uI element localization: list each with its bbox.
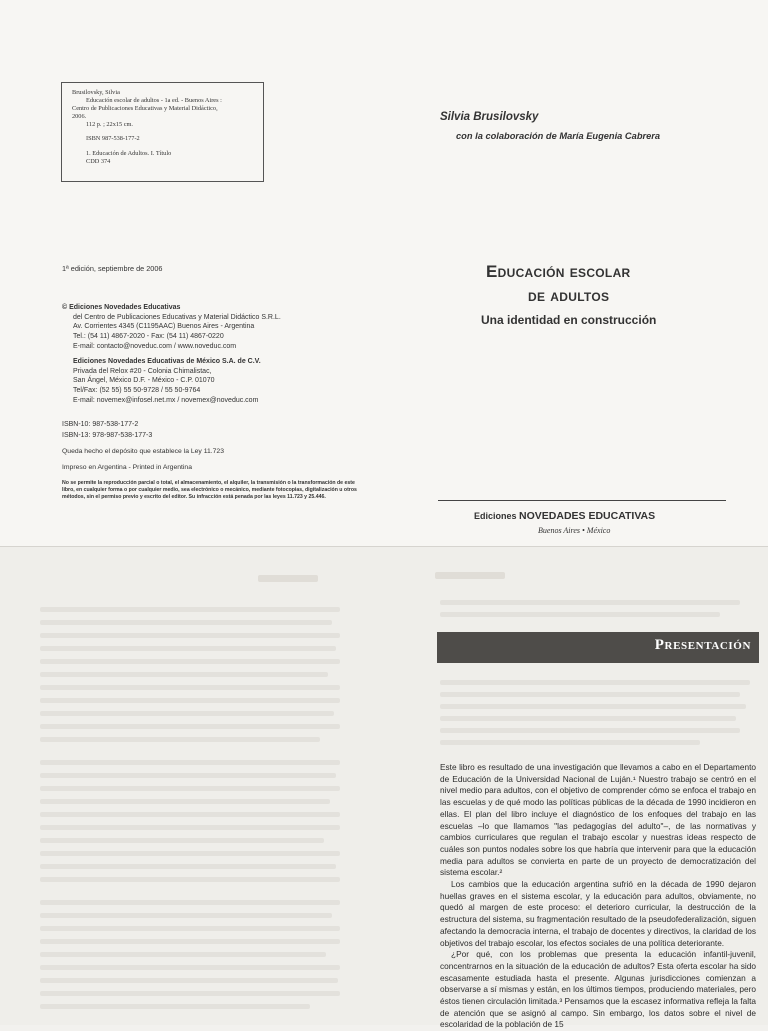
publisher-name: © Ediciones Novedades Educativas: [62, 304, 181, 311]
catalog-line: ISBN 987-538-177-2: [86, 135, 140, 143]
publisher-line: E-mail: novemex@infosel.net.mx / novemex@noveduc.com: [73, 396, 259, 404]
publisher-imprint: [474, 510, 655, 522]
book-title-line1: Educación escolar: [486, 262, 631, 281]
copyright-notice: No se permite la reproducción parcial o total, el almacenamiento, el alquiler, la transmisión o la transformación de este libro, en cualquier forma o por cualquier medio, sea electrónico o mecánico, mediante fotocopias, digitalización u otros métodos, sin el permiso previo y escrito del editor. Su infracción está penada por las leyes 11.723 y 25.446.: [62, 480, 357, 501]
catalog-line: CDD 374: [86, 157, 111, 165]
imprint-prefix: Ediciones: [474, 511, 520, 521]
publisher-name: Ediciones Novedades Educativas de México S.A. de C.V.: [73, 358, 261, 365]
publisher-line: Tel.: (54 11) 4867-2020 - Fax: (54 11) 4867-0220: [73, 333, 224, 341]
imprint-name: NOVEDADES EDUCATIVAS: [519, 510, 656, 522]
author-name: Silvia Brusilovsky: [440, 111, 539, 123]
paragraph: Este libro es resultado de una investigación que llevamos a cabo en el Departamento de Educación de la Universidad Nacional de Luján.¹ Nuestro trabajo se centró en el nivel medio para adultos, con el objetivo de comprender cómo se enfoca el trabajo en las escuelas y de qué modo las políticas públicas de la década de 1990 incidieron en ellas. El plan del libro incluye el diagnóstico de los enfoques del trabajo en las escuelas –lo que llamamos "las pedagogías del adulto"–, de las normativas y cambios curriculares que regulan el trabajo escolar y nuestras ideas respecto de cuáles son puntos nodales sobre los que habría que intervenir para que la educación media para adultos se convierta en parte de un proyecto de democratización del sistema escolar.²: [440, 762, 756, 878]
presentation-body: [440, 762, 756, 1031]
catalog-line: Centro de Publicaciones Educativas y Material Didáctico,: [72, 105, 218, 113]
catalog-record: [61, 82, 264, 182]
divider-line: [438, 500, 726, 501]
collaboration-credit: con la colaboración de María Eugenia Cabrera: [456, 131, 661, 141]
isbn-block: [62, 420, 152, 441]
book-subtitle: Una identidad en construcción: [481, 313, 657, 327]
section-heading: Presentación: [654, 637, 751, 653]
printed-in: Impreso en Argentina - Printed in Argentina: [62, 464, 192, 471]
catalog-line: Educación escolar de adultos - 1a ed. - Buenos Aires :: [86, 97, 222, 105]
catalog-line: Brusilovsky, Silvia: [72, 89, 120, 96]
edition-note: 1ª edición, septiembre de 2006: [62, 264, 163, 273]
publisher-mexico: [62, 357, 261, 406]
catalog-line: 112 p. ; 22x15 cm.: [86, 121, 133, 129]
publisher-line: Av. Corrientes 4345 (C1195AAC) Buenos Aires - Argentina: [73, 323, 255, 331]
publisher-line: del Centro de Publicaciones Educativas y Material Didáctico S.R.L.: [73, 313, 281, 321]
section-banner: [437, 632, 759, 663]
book-title-line2: de adultos: [528, 286, 610, 305]
catalog-line: 1. Educación de Adultos. I. Título: [86, 149, 172, 157]
isbn-13: ISBN-13: 978-987-538-177-3: [62, 431, 153, 439]
publisher-argentina: [62, 303, 281, 352]
isbn-10: ISBN-10: 987-538-177-2: [62, 421, 139, 428]
publisher-line: E-mail: contacto@noveduc.com / www.noveduc.com: [73, 342, 237, 350]
catalog-line: 2006.: [72, 113, 87, 121]
publisher-line: San Ángel, México D.F. - México - C.P. 01070: [73, 377, 215, 385]
paragraph: ¿Por qué, con los problemas que presenta la educación infantil-juvenil, concentrarnos en la situación de la educación de adultos? Esta oferta escolar ha sido escasamente estudiada hasta el presente. Algunas jurisdicciones comienzan a observarse a sí mismas y están, en los últimos tiempos, produciendo materiales, pero éstos tienen circulación limitada.³ Pensamos que la escasez informativa refleja la falta de atención que se asignó al campo. Sin embargo, los datos sobre el nivel de escolaridad de la población de 15: [440, 949, 756, 1030]
paragraph: Los cambios que la educación argentina sufrió en la década de 1990 dejaron huellas graves en el sistema escolar, y la educación para adultos, obviamente, no quedó al margen de este proceso: el deterioro curricular, la destrucción de la estructura del sistema, su fragmentación resultado de la pseudofederalización, siguen afectando la democracia interna, el trabajo de docentes y directivos, la claridad de los objetivos del trabajo escolar, los efectos sociales de una política deteriorante.: [440, 879, 756, 948]
publisher-line: Tel/Fax: (52 55) 55 50-9728 / 55 50-9764: [73, 387, 201, 395]
imprint-places: Buenos Aires • México: [538, 526, 611, 535]
publisher-line: Privada del Relox #20 - Colonia Chimalistac,: [73, 367, 212, 375]
legal-deposit: Queda hecho el depósito que establece la Ley 11.723: [62, 448, 224, 455]
